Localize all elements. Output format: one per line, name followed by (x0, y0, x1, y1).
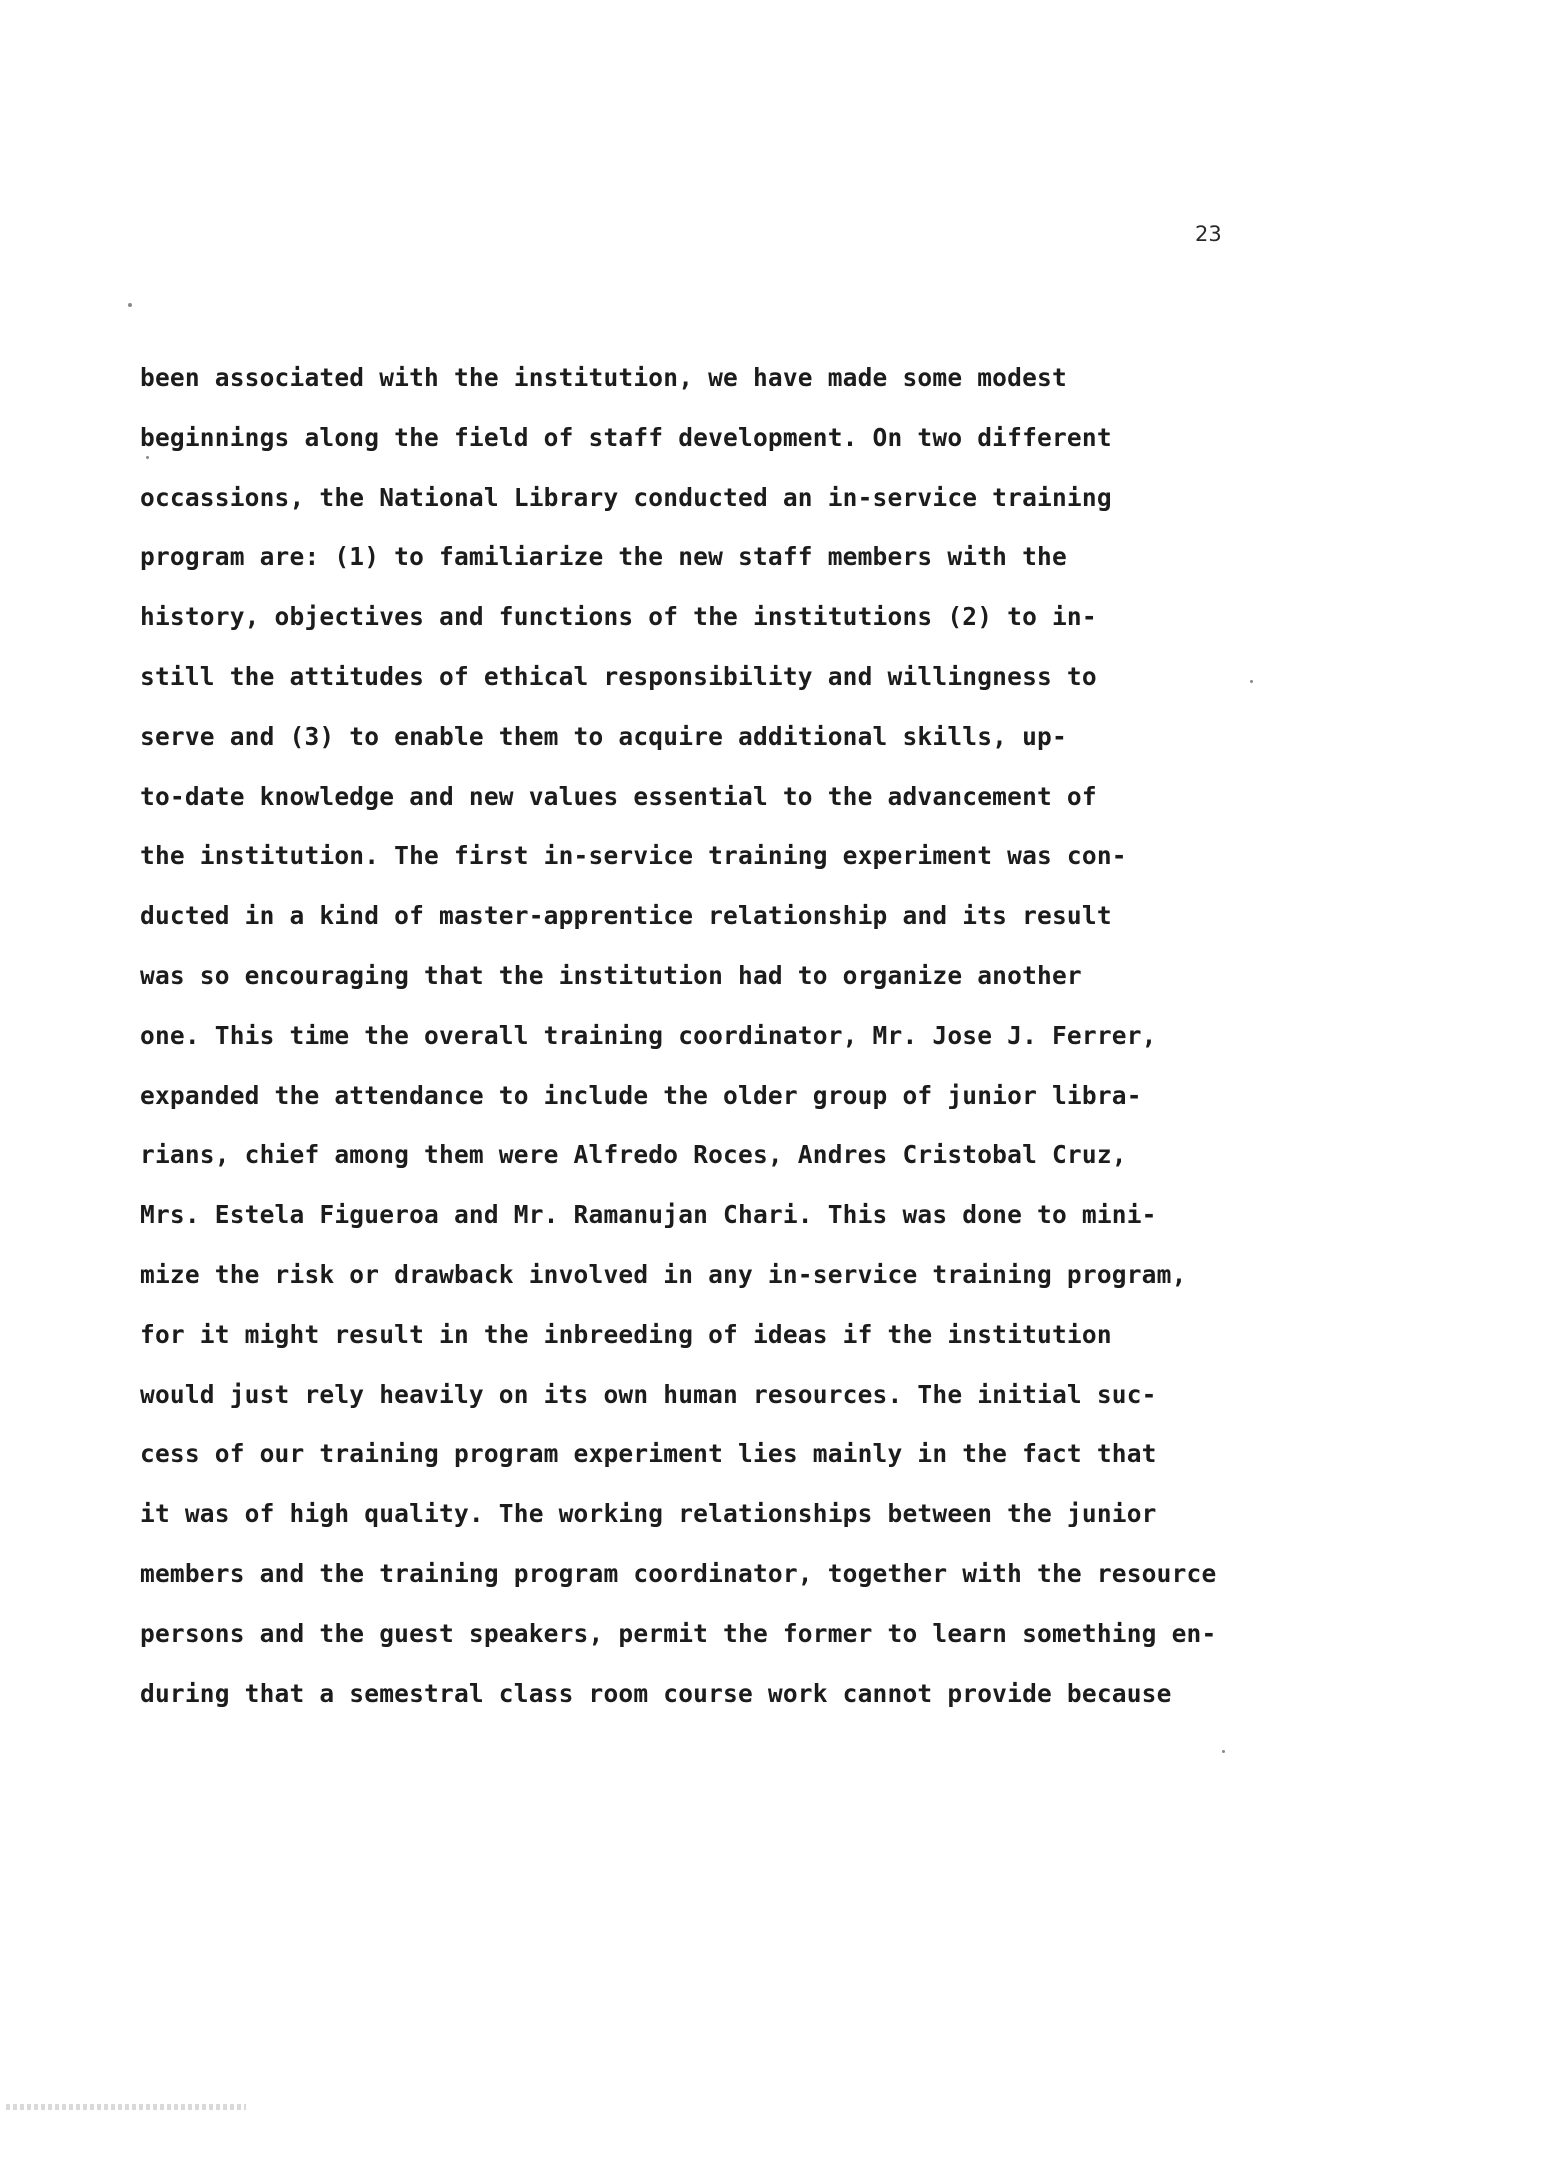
scan-speck (1250, 680, 1253, 683)
scan-speck (1222, 1750, 1225, 1753)
text-line: persons and the guest speakers, permit the former to learn something en- (140, 1618, 1217, 1648)
text-line: Mrs. Estela Figueroa and Mr. Ramanujan Chari. This was done to mini- (140, 1200, 1157, 1230)
body-paragraph (140, 348, 1240, 1723)
text-line: for it might result in the inbreeding of ideas if the institution (140, 1319, 1112, 1349)
text-line: expanded the attendance to include the older group of junior libra- (140, 1080, 1142, 1110)
text-line: was so encouraging that the institution had to organize another (140, 960, 1082, 990)
text-line: it was of high quality. The working relationships between the junior (140, 1499, 1157, 1529)
text-line: been associated with the institution, we have made some modest (140, 363, 1067, 392)
text-line: program are: (1) to familiarize the new staff members with the (140, 542, 1067, 572)
text-line: mize the risk or drawback involved in any in-service training program, (140, 1259, 1187, 1289)
text-line: cess of our training program experiment lies mainly in the fact that (140, 1439, 1157, 1469)
scan-speck (146, 456, 149, 459)
page-number: 23 (1195, 222, 1222, 246)
text-line: serve and (3) to enable them to acquire additional skills, up- (140, 721, 1067, 751)
text-line: would just rely heavily on its own human resources. The initial suc- (140, 1379, 1157, 1409)
text-line: ducted in a kind of master-apprentice relationship and its result (140, 901, 1112, 931)
text-line: during that a semestral class room course work cannot provide because (140, 1678, 1172, 1708)
text-line: to-date knowledge and new values essential to the advancement of (140, 781, 1097, 811)
text-line: members and the training program coordinator, together with the resource (140, 1558, 1217, 1588)
text-line: the institution. The first in-service training experiment was con- (140, 841, 1127, 871)
text-line: beginnings along the field of staff development. On two different (140, 422, 1112, 452)
scan-footer-artifact (6, 2104, 246, 2110)
text-line: one. This time the overall training coordinator, Mr. Jose J. Ferrer, (140, 1020, 1157, 1050)
text-line: still the attitudes of ethical responsibility and willingness to (140, 661, 1097, 691)
scan-speck (128, 303, 132, 307)
text-line: rians, chief among them were Alfredo Roces, Andres Cristobal Cruz, (140, 1140, 1127, 1170)
text-line: occassions, the National Library conducted an in-service training (140, 482, 1112, 512)
text-line: history, objectives and functions of the institutions (2) to in- (140, 602, 1097, 632)
